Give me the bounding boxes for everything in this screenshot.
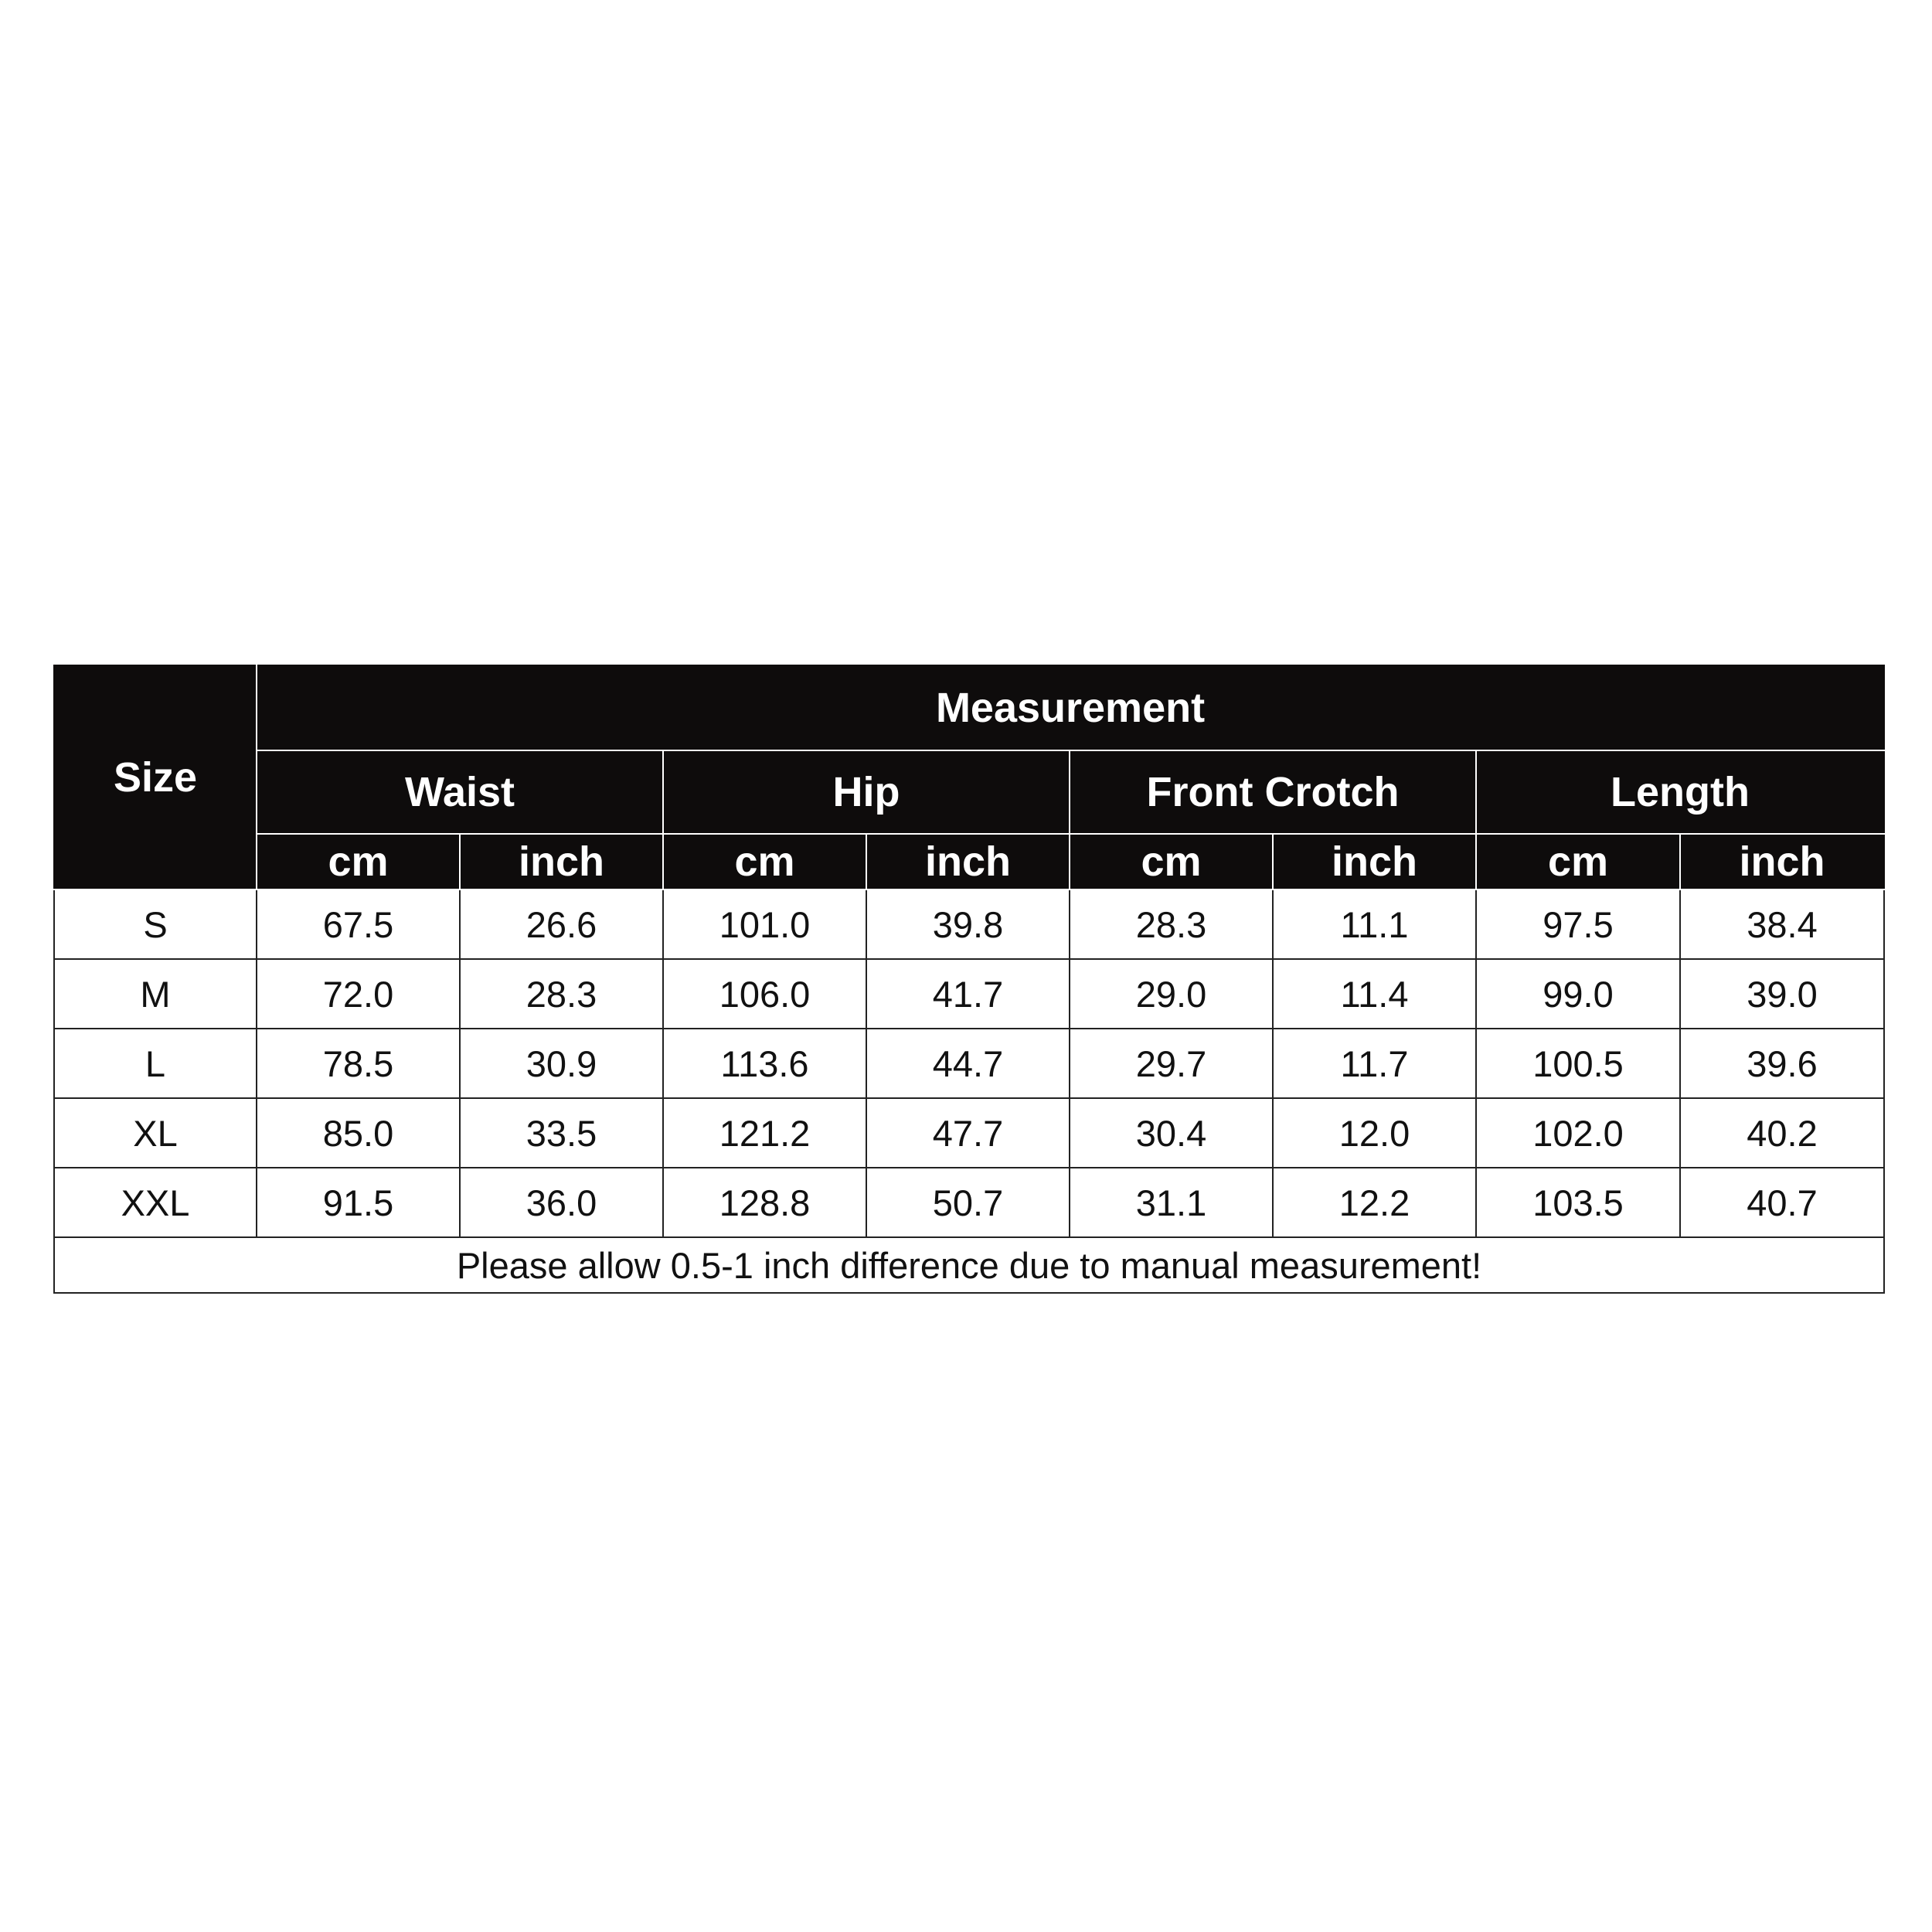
size-cell: L <box>54 1029 257 1098</box>
unit-header: inch <box>1273 834 1476 889</box>
group-header-front-crotch: Front Crotch <box>1070 750 1476 834</box>
size-chart-table <box>53 665 1885 1294</box>
table-cell: 33.5 <box>460 1098 663 1168</box>
group-header-hip: Hip <box>663 750 1070 834</box>
table-cell: 50.7 <box>866 1168 1070 1237</box>
unit-header: inch <box>866 834 1070 889</box>
unit-header: cm <box>663 834 866 889</box>
table-cell: 38.4 <box>1680 889 1884 959</box>
unit-header: cm <box>1476 834 1680 889</box>
table-row <box>54 1029 1884 1098</box>
table-cell: 40.7 <box>1680 1168 1884 1237</box>
table-cell: 11.7 <box>1273 1029 1476 1098</box>
table-cell: 29.0 <box>1070 959 1273 1029</box>
table-cell: 91.5 <box>257 1168 460 1237</box>
table-cell: 30.4 <box>1070 1098 1273 1168</box>
size-header: Size <box>54 665 257 889</box>
table-cell: 102.0 <box>1476 1098 1680 1168</box>
size-cell: S <box>54 889 257 959</box>
size-cell: M <box>54 959 257 1029</box>
table-row <box>54 889 1884 959</box>
table-cell: 40.2 <box>1680 1098 1884 1168</box>
table-cell: 31.1 <box>1070 1168 1273 1237</box>
table-cell: 99.0 <box>1476 959 1680 1029</box>
table-cell: 26.6 <box>460 889 663 959</box>
table-cell: 30.9 <box>460 1029 663 1098</box>
group-header-length: Length <box>1476 750 1884 834</box>
table-cell: 39.0 <box>1680 959 1884 1029</box>
table-cell: 72.0 <box>257 959 460 1029</box>
table-cell: 100.5 <box>1476 1029 1680 1098</box>
table-row <box>54 1168 1884 1237</box>
table-cell: 113.6 <box>663 1029 866 1098</box>
table-cell: 47.7 <box>866 1098 1070 1168</box>
table-cell: 78.5 <box>257 1029 460 1098</box>
unit-header: inch <box>460 834 663 889</box>
table-cell: 11.1 <box>1273 889 1476 959</box>
table-cell: 85.0 <box>257 1098 460 1168</box>
table-cell: 29.7 <box>1070 1029 1273 1098</box>
unit-header: inch <box>1680 834 1884 889</box>
table-cell: 39.8 <box>866 889 1070 959</box>
table-cell: 44.7 <box>866 1029 1070 1098</box>
size-cell: XL <box>54 1098 257 1168</box>
table-cell: 28.3 <box>460 959 663 1029</box>
measurement-header: Measurement <box>257 665 1884 750</box>
unit-header: cm <box>1070 834 1273 889</box>
table-cell: 106.0 <box>663 959 866 1029</box>
table-cell: 11.4 <box>1273 959 1476 1029</box>
table-cell: 12.2 <box>1273 1168 1476 1237</box>
note-row <box>54 1237 1884 1293</box>
size-cell: XXL <box>54 1168 257 1237</box>
table-cell: 12.0 <box>1273 1098 1476 1168</box>
measurement-note: Please allow 0.5-1 inch difference due to manual measurement! <box>54 1237 1884 1293</box>
table-row <box>54 959 1884 1029</box>
table-cell: 121.2 <box>663 1098 866 1168</box>
table-cell: 103.5 <box>1476 1168 1680 1237</box>
table-cell: 41.7 <box>866 959 1070 1029</box>
group-header-waist: Waist <box>257 750 663 834</box>
table-cell: 67.5 <box>257 889 460 959</box>
table-cell: 36.0 <box>460 1168 663 1237</box>
table-cell: 97.5 <box>1476 889 1680 959</box>
unit-header: cm <box>257 834 460 889</box>
table-cell: 101.0 <box>663 889 866 959</box>
table-cell: 28.3 <box>1070 889 1273 959</box>
table-cell: 128.8 <box>663 1168 866 1237</box>
table-cell: 39.6 <box>1680 1029 1884 1098</box>
table-row <box>54 1098 1884 1168</box>
